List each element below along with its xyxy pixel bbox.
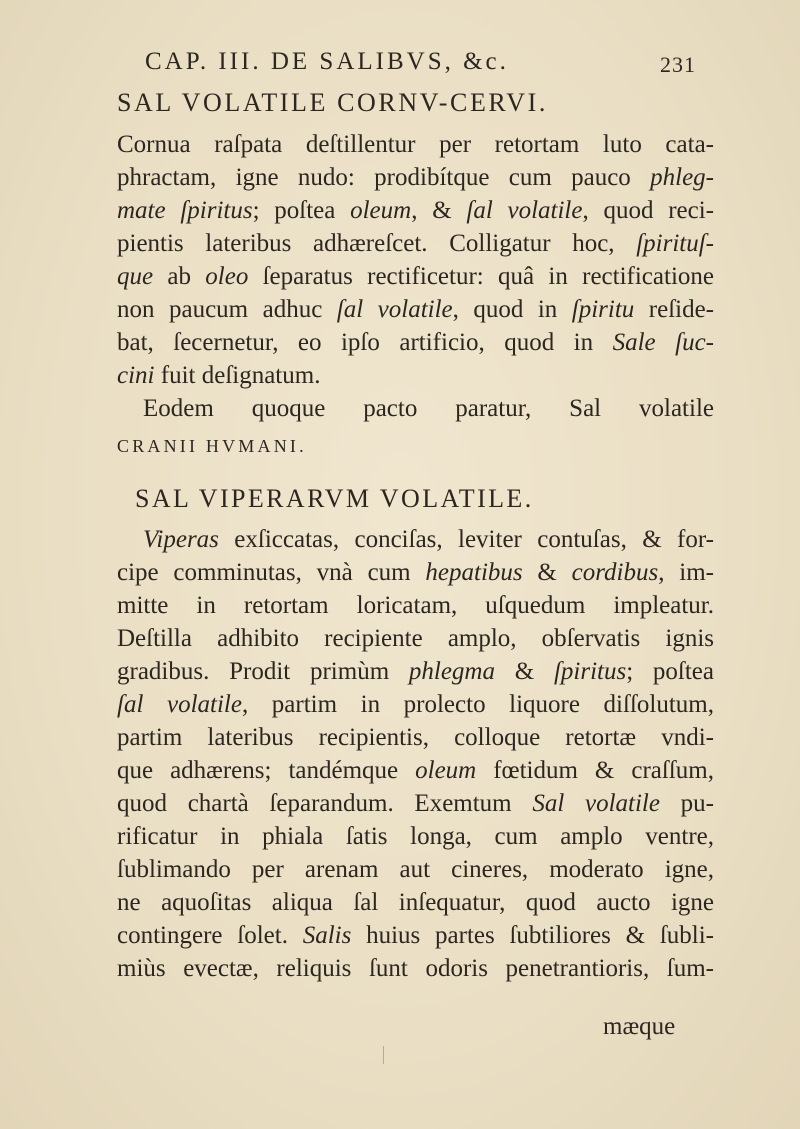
text-line: que ab oleo ſeparatus rectificetur: quâ in rectificatione — [117, 263, 714, 290]
italic-run: Sale ſuc- — [612, 329, 714, 356]
italic-run: oleum — [350, 197, 412, 224]
text-line: Viperas exſiccatas, conciſas, leviter contuſas, & for- — [143, 526, 714, 553]
italic-run: ſpirituſ- — [636, 230, 714, 257]
text-line: miùs evectæ, reliquis ſunt odoris penetrantioris, ſum- — [117, 955, 714, 982]
page-number: 231 — [660, 52, 696, 77]
italic-run: ſpiritu — [571, 296, 635, 323]
section-title: SAL VOLATILE CORNV-CERVI. — [117, 88, 549, 117]
italic-run: oleo — [205, 263, 249, 290]
text-line: mate ſpiritus; poſtea oleum, & ſal volatile, quod reci- — [117, 197, 714, 224]
italic-run: hepatibus — [425, 559, 523, 586]
text-line: que adhærens; tandémque oleum fœtidum & craſſum, — [117, 757, 714, 784]
ink-mark — [383, 1046, 388, 1064]
catchword: mæque — [603, 1013, 676, 1040]
italic-run: ſal volatile — [336, 296, 453, 323]
text-line: Eodem quoque pacto paratur, Sal volatile — [143, 395, 714, 422]
text-line: cipe comminutas, vnà cum hepatibus & cordibus, im- — [117, 559, 714, 586]
italic-run: cordibus — [571, 559, 659, 586]
running-head: CAP. III. DE SALIBVS, &c. — [145, 48, 509, 75]
italic-run: Sal volatile — [532, 790, 660, 817]
text-line: contingere ſolet. Salis huius partes ſubtiliores & ſubli- — [117, 922, 714, 949]
italic-run: phlegma — [408, 658, 495, 685]
text-line: quod chartà ſeparandum. Exemtum Sal volatile pu- — [117, 790, 714, 817]
italic-run: mate ſpiritus — [117, 197, 253, 224]
italic-run: que — [117, 263, 154, 290]
text-line: ſal volatile, partim in prolecto liquore diſſolutum, — [117, 691, 714, 718]
italic-run: oleum — [415, 757, 477, 784]
text-line: ne aquoſitas aliqua ſal inſequatur, quod aucto igne — [117, 889, 714, 916]
italic-run: Salis — [302, 922, 352, 949]
text-line: ſublimando per arenam aut cineres, moderato igne, — [117, 856, 714, 883]
italic-run: Viperas — [143, 526, 219, 553]
italic-run: ſal volatile — [466, 197, 583, 224]
text-line: pientis lateribus adhæreſcet. Colligatur hoc, ſpirituſ- — [117, 230, 714, 257]
text-line: Cornua raſpata deſtillentur per retortam luto cata- — [117, 131, 714, 158]
section-title: SAL VIPERARVM VOLATILE. — [135, 484, 534, 513]
italic-run: cini — [117, 362, 155, 389]
italic-run: ſpiritus — [553, 658, 627, 685]
text-line: Deſtilla adhibito recipiente amplo, obſervatis ignis — [117, 625, 714, 652]
text-line: non paucum adhuc ſal volatile, quod in ſpiritu reſide- — [117, 296, 715, 323]
text-line: gradibus. Prodit primùm phlegma & ſpiritus; poſtea — [117, 658, 714, 685]
text-line: partim lateribus recipientis, colloque retortæ vndi- — [117, 724, 714, 751]
text-line: cini fuit deſignatum. — [117, 362, 321, 389]
text-line: CRANII HVMANI. — [117, 436, 307, 456]
text-line: rificatur in phiala ſatis longa, cum amplo ventre, — [117, 823, 714, 850]
text-line: bat, ſecernetur, eo ipſo artificio, quod in Sale ſuc- — [117, 329, 714, 356]
text-line: phractam, igne nudo: prodibítque cum pauco phleg- — [117, 164, 714, 191]
italic-run: ſal volatile — [117, 691, 242, 718]
text-line: mitte in retortam loricatam, uſquedum impleatur. — [117, 592, 714, 619]
italic-run: phleg- — [650, 164, 714, 191]
